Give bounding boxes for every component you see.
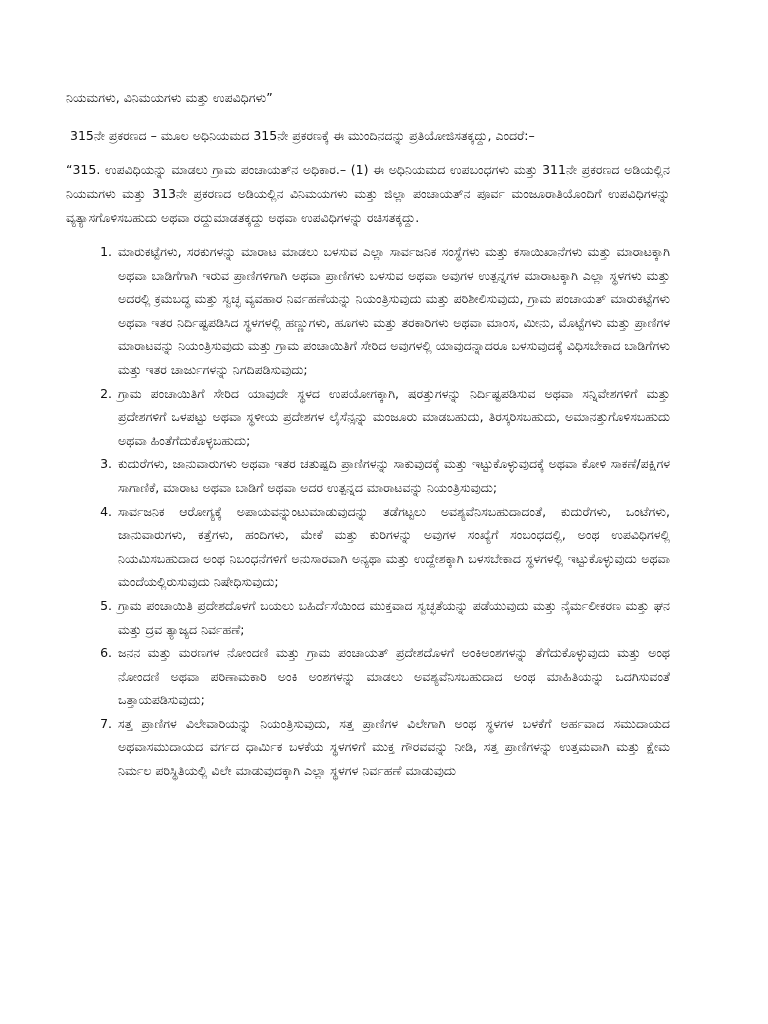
- list-item: [66, 452, 670, 499]
- bylaw-list: [66, 240, 670, 783]
- list-item: [66, 382, 670, 453]
- list-item-text: ಗ್ರಾಮ ಪಂಚಾಯಿತಿ ಪ್ರದೇಶದೊಳಗೆ ಬಯಲು ಬಹಿರ್ದೆಸೆಯಿಂದ ಮುಕ್ತವಾದ ಸ್ವಚ್ಛತೆಯನ್ನು ಪಡೆಯುವುದು ಮತ್ತು ನೈರ್ಮಲೀಕರಣ ಮತ್ತು ಘನ ಮತ್ತು ದ್ರವ ತ್ಯಾಜ್ಯದ ನಿರ್ವಹಣೆ;: [118, 597, 670, 637]
- list-item-number: 4.: [100, 503, 112, 519]
- section-heading: ನಿಯಮಗಳು, ವಿನಿಮಯಗಳು ಮತ್ತು ಉಪವಿಧಿಗಳು”: [66, 90, 273, 105]
- list-item-number: 1.: [100, 244, 112, 259]
- section-315-text: “315. ಉಪವಿಧಿಯನ್ನು ಮಾಡಲು ಗ್ರಾಮ ಪಂಚಾಯತ್‌ನ ಅಧಿಕಾರ.– (1) ಈ ಅಧಿನಿಯಮದ ಉಪಬಂಧಗಳು ಮತ್ತು 311ನೇ ಪ್ರಕರಣದ ಅಡಿಯಲ್ಲಿನ ನಿಯಮಗಳು ಮತ್ತು 313ನೇ ಪ್ರಕರಣದ ಅಡಿಯಲ್ಲಿನ ವಿನಿಮಯಗಳು ಮತ್ತು ಜಿಲ್ಲಾ ಪಂಚಾಯತ್‌ನ ಪೂರ್ವ ಮಂಜೂರಾತಿಯೊಂದಿಗೆ ಉಪವಿಧಿಗಳನ್ನು ವ್ಯತ್ಯಾಸಗೊಳಿಸಬಹುದು ಅಥವಾ ರದ್ದುಮಾಡತಕ್ಕದ್ದು ಅಥವಾ ಉಪವಿಧಿಗಳನ್ನು ರಚಿಸತಕ್ಕದ್ದು.: [66, 162, 670, 225]
- section-315-substitution: 315ನೇ ಪ್ರಕರಣದ – ಮೂಲ ಅಧಿನಿಯಮದ 315ನೇ ಪ್ರಕರಣಕ್ಕೆ ಈ ಮುಂದಿನದನ್ನು ಪ್ರತಿಯೋಜಿಸತಕ್ಕದ್ದು, ಎಂದರೆ:–: [70, 128, 535, 143]
- list-item: [66, 594, 670, 641]
- list-item-number: 5.: [100, 597, 112, 613]
- list-item-text: ಕುದುರೆಗಳು, ಜಾನುವಾರುಗಳು ಅಥವಾ ಇತರ ಚತುಷ್ಪದಿ ಪ್ರಾಣಿಗಳನ್ನು ಸಾಕುವುದಕ್ಕೆ ಮತ್ತು ಇಟ್ಟುಕೊಳ್ಳುವುದಕ್ಕೆ ಅಥವಾ ಕೋಳಿ ಸಾಕಣೆ/ಪಕ್ಷಿಗಳ ಸಾಗಾಣಿಕೆ, ಮಾರಾಟ ಅಥವಾ ಬಾಡಿಗೆ ಅಥವಾ ಅದರ ಉತ್ಪನ್ನದ ಮಾರಾಟವನ್ನು ನಿಯಂತ್ರಿಸುವುದು;: [118, 456, 670, 495]
- list-item-text: ಗ್ರಾಮ ಪಂಚಾಯಿತಿಗೆ ಸೇರಿದ ಯಾವುದೇ ಸ್ಥಳದ ಉಪಯೋಗಕ್ಕಾಗಿ, ಷರತ್ತುಗಳನ್ನು ನಿರ್ದಿಷ್ಟಪಡಿಸುವ ಅಥವಾ ಸನ್ನಿವೇಶಗಳಿಗೆ ಮತ್ತು ಪ್ರದೇಶಗಳಿಗೆ ಒಳಪಟ್ಟು ಅಥವಾ ಸ್ಥಳೀಯ ಪ್ರದೇಶಗಳ ಲೈಸೆನ್ಸನ್ನು ಮಂಜೂರು ಮಾಡಬಹುದು, ತಿರಸ್ಕರಿಸಬಹುದು, ಅಮಾನತ್ತುಗೊಳಿಸಬಹುದು ಅಥವಾ ಹಿಂತೆಗೆದುಕೊಳ್ಳಬಹುದು;: [118, 385, 670, 448]
- list-item-number: 6.: [100, 645, 112, 661]
- list-item: [66, 240, 670, 382]
- list-item: [66, 641, 670, 712]
- list-item-number: 3.: [100, 456, 112, 472]
- list-item-number: 7.: [100, 715, 112, 731]
- list-item-number: 2.: [100, 385, 112, 401]
- list-item: [66, 712, 670, 783]
- list-item-text: ಜನನ ಮತ್ತು ಮರಣಗಳ ನೋಂದಣಿ ಮತ್ತು ಗ್ರಾಮ ಪಂಚಾಯತ್ ಪ್ರದೇಶದೊಳಗೆ ಅಂಕಿಅಂಶಗಳನ್ನು ತೆಗೆದುಕೊಳ್ಳುವುದು ಮತ್ತು ಅಂಥ ನೋಂದಣಿ ಅಥವಾ ಪರಿಣಾಮಕಾರಿ ಅಂಕಿ ಅಂಶಗಳನ್ನು ಮಾಡಲು ಅವಶ್ಯವೆನಿಸಬಹುದಾದ ಅಂಥ ಮಾಹಿತಿಯನ್ನು ಒದಗಿಸುವಂತೆ ಒತ್ತಾಯಪಡಿಸುವುದು;: [118, 645, 670, 708]
- list-item-text: ಮಾರುಕಟ್ಟೆಗಳು, ಸರಕುಗಳನ್ನು ಮಾರಾಟ ಮಾಡಲು ಬಳಸುವ ಎಲ್ಲಾ ಸಾರ್ವಜನಿಕ ಸಂಸ್ಥೆಗಳು ಮತ್ತು ಕಸಾಯಿಖಾನೆಗಳು ಮತ್ತು ಮಾರಾಟಕ್ಕಾಗಿ ಅಥವಾ ಬಾಡಿಗೆಗಾಗಿ ಇರುವ ಪ್ರಾಣಿಗಳಿಗಾಗಿ ಅಥವಾ ಪ್ರಾಣಿಗಳು ಬಳಸುವ ಅಥವಾ ಅವುಗಳ ಉತ್ಪನ್ನಗಳ ಮಾರಾಟಕ್ಕಾಗಿ ಎಲ್ಲಾ ಸ್ಥಳಗಳು ಮತ್ತು ಅದರಲ್ಲಿ ಕ್ರಮಬದ್ಧ ಮತ್ತು ಸ್ವಚ್ಛ ವ್ಯವಹಾರ ನಿರ್ವಹಣೆಯನ್ನು ನಿಯಂತ್ರಿಸುವುದು ಮತ್ತು ಪರಿಶೀಲಿಸುವುದು, ಗ್ರಾಮ ಪಂಚಾಯತ್ ಮಾರುಕಟ್ಟೆಗಳು ಅಥವಾ ಇತರ ನಿರ್ದಿಷ್ಟಪಡಿಸಿದ ಸ್ಥಳಗಳಲ್ಲಿ ಹಣ್ಣುಗಳು, ಹೂಗಳು ಮತ್ತು ತರಕಾರಿಗಳು ಅಥವಾ ಮಾಂಸ, ಮೀನು, ಮೊಟ್ಟೆಗಳು ಮತ್ತು ಪ್ರಾಣಿಗಳ ಮಾರಾಟವನ್ನು ನಿಯಂತ್ರಿಸುವುದು ಮತ್ತು ಗ್ರಾಮ ಪಂಚಾಯಿತಿಗೆ ಸೇರಿದ ಅವುಗಳಲ್ಲಿ ಯಾವುದನ್ನಾದರೂ ಬಳಸುವುದಕ್ಕೆ ವಿಧಿಸಬೇಕಾದ ಬಾಡಿಗೆಗಳು ಮತ್ತು ಇತರ ಚಾರ್ಜುಗಳನ್ನು ನಿಗದಿಪಡಿಸುವುದು;: [118, 244, 670, 377]
- list-item-text: ಸತ್ತ ಪ್ರಾಣಿಗಳ ವಿಲೇವಾರಿಯನ್ನು ನಿಯಂತ್ರಿಸುವುದು, ಸತ್ತ ಪ್ರಾಣಿಗಳ ವಿಲೇಗಾಗಿ ಅಂಥ ಸ್ಥಳಗಳ ಬಳಕೆಗೆ ಅರ್ಹವಾದ ಸಮುದಾಯದ ಅಥವಾಸಮುದಾಯದ ವರ್ಗದ ಧಾರ್ಮಿಕ ಬಳಕೆಯ ಸ್ಥಳಗಳಿಗೆ ಮುಕ್ತ ಗೌರವವನ್ನು ನೀಡಿ, ಸತ್ತ ಪ್ರಾಣಿಗಳನ್ನು ಉತ್ತಮವಾಗಿ ಮತ್ತು ಕ್ಷೇಮ ನಿರ್ಮಲ ಪರಿಸ್ಥಿತಿಯಲ್ಲಿ ವಿಲೇ ಮಾಡುವುದಕ್ಕಾಗಿ ಎಲ್ಲಾ ಸ್ಥಳಗಳ ನಿರ್ವಹಣೆ ಮಾಡುವುದು: [118, 715, 670, 779]
- list-item: [66, 500, 670, 594]
- list-item-text: ಸಾರ್ವಜನಿಕ ಆರೋಗ್ಯಕ್ಕೆ ಅಪಾಯವನ್ನುಂಟುಮಾಡುವುದನ್ನು ತಡೆಗಟ್ಟಲು ಅವಶ್ಯವೆನಿಸಬಹುದಾದಂತೆ, ಕುದುರೆಗಳು, ಒಂಟೆಗಳು, ಜಾನುವಾರುಗಳು, ಕತ್ತೆಗಳು, ಹಂದಿಗಳು, ಮೇಕೆ ಮತ್ತು ಕುರಿಗಳನ್ನು ಅವುಗಳ ಸಂಖ್ಯೆಗೆ ಸಂಬಂಧದಲ್ಲಿ, ಅಂಥ ಉಪವಿಧಿಗಳಲ್ಲಿ ನಿಯಮಿಸಬಹುದಾದ ಅಂಥ ನಿಬಂಧನೆಗಳಿಗೆ ಅನುಸಾರವಾಗಿ ಅನ್ಯಥಾ ಮತ್ತು ಉದ್ದೇಶಕ್ಕಾಗಿ ಬಳಸಬೇಕಾದ ಸ್ಥಳಗಳಲ್ಲಿ ಇಟ್ಟುಕೊಳ್ಳುವುದು ಅಥವಾ ಮಂದೆಯಲ್ಲಿರುಸುವುದು ನಿಷೇಧಿಸುವುದು;: [118, 503, 670, 590]
